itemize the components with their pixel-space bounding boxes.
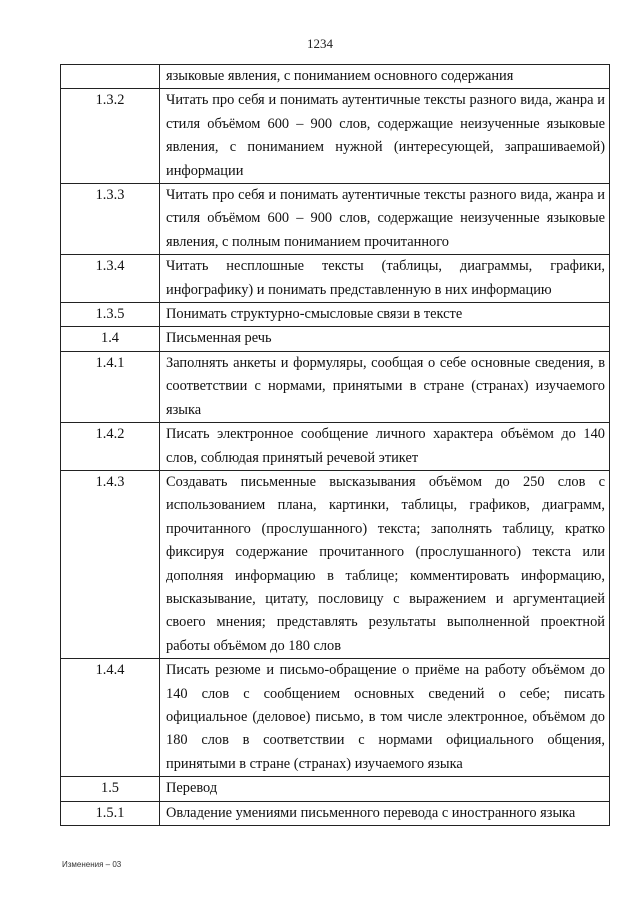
row-text: Понимать структурно-смысловые связи в тексте [160,303,610,327]
table-row [61,777,610,801]
row-code: 1.4.2 [61,423,160,471]
row-code: 1.5.1 [61,801,160,825]
table-row [61,255,610,303]
row-text: Читать про себя и понимать аутентичные тексты разного вида, жанра и стиля объёмом 600 – 900 слов, содержащие неизученные языковые явления, с полным пониманием прочитанного [160,184,610,255]
row-text: Овладение умениями письменного перевода с иностранного языка [160,801,610,825]
table-row [61,65,610,89]
table-row [61,470,610,658]
row-code: 1.4 [61,327,160,351]
row-code: 1.3.5 [61,303,160,327]
table-row [61,89,610,184]
row-code: 1.3.2 [61,89,160,184]
page-number: 1234 [307,36,333,51]
row-code: 1.4.3 [61,470,160,658]
row-text: Заполнять анкеты и формуляры, сообщая о себе основные сведения, в соответствии с нормами, принятыми в стране (странах) изучаемого языка [160,351,610,422]
table-row [61,351,610,422]
row-text: Создавать письменные высказывания объёмом до 250 слов с использованием плана, картинки, таблицы, графиков, диаграмм, прочитанного (прослушанного) текста; заполнять таблицу, кратко фиксируя содержание прочитанного (прослушанного) текста или дополняя информацию в таблице; комментировать информацию, высказывание, цитату, пословицу с выражением и аргументацией своего мнения; представлять результаты выполненной проектной работы объёмом до 180 слов [160,470,610,658]
row-code: 1.4.1 [61,351,160,422]
row-text: Писать резюме и письмо-обращение о приёме на работу объёмом до 140 слов с сообщением основных сведений о себе; писать официальное (деловое) письмо, в том числе электронное, объёмом до 180 слов в соответствии с нормами официального общения, принятыми в стране (странах) изучаемого языка [160,659,610,777]
row-code: 1.3.3 [61,184,160,255]
requirements-table [60,64,610,826]
revision-note: Изменения – 03 [62,860,122,869]
table-row [61,303,610,327]
row-text: Читать про себя и понимать аутентичные тексты разного вида, жанра и стиля объёмом 600 – 900 слов, содержащие неизученные языковые явления, с пониманием нужной (интересующей, запрашиваемой) информации [160,89,610,184]
table-row [61,659,610,777]
row-text: Перевод [160,777,610,801]
row-code: 1.3.4 [61,255,160,303]
row-text: языковые явления, с пониманием основного содержания [160,65,610,89]
row-code [61,65,160,89]
table-row [61,801,610,825]
table-row [61,423,610,471]
row-text: Письменная речь [160,327,610,351]
table-row [61,184,610,255]
table-row [61,327,610,351]
row-text: Писать электронное сообщение личного характера объёмом до 140 слов, соблюдая принятый речевой этикет [160,423,610,471]
row-text: Читать несплошные тексты (таблицы, диаграммы, графики, инфографику) и понимать представленную в них информацию [160,255,610,303]
row-code: 1.4.4 [61,659,160,777]
row-code: 1.5 [61,777,160,801]
